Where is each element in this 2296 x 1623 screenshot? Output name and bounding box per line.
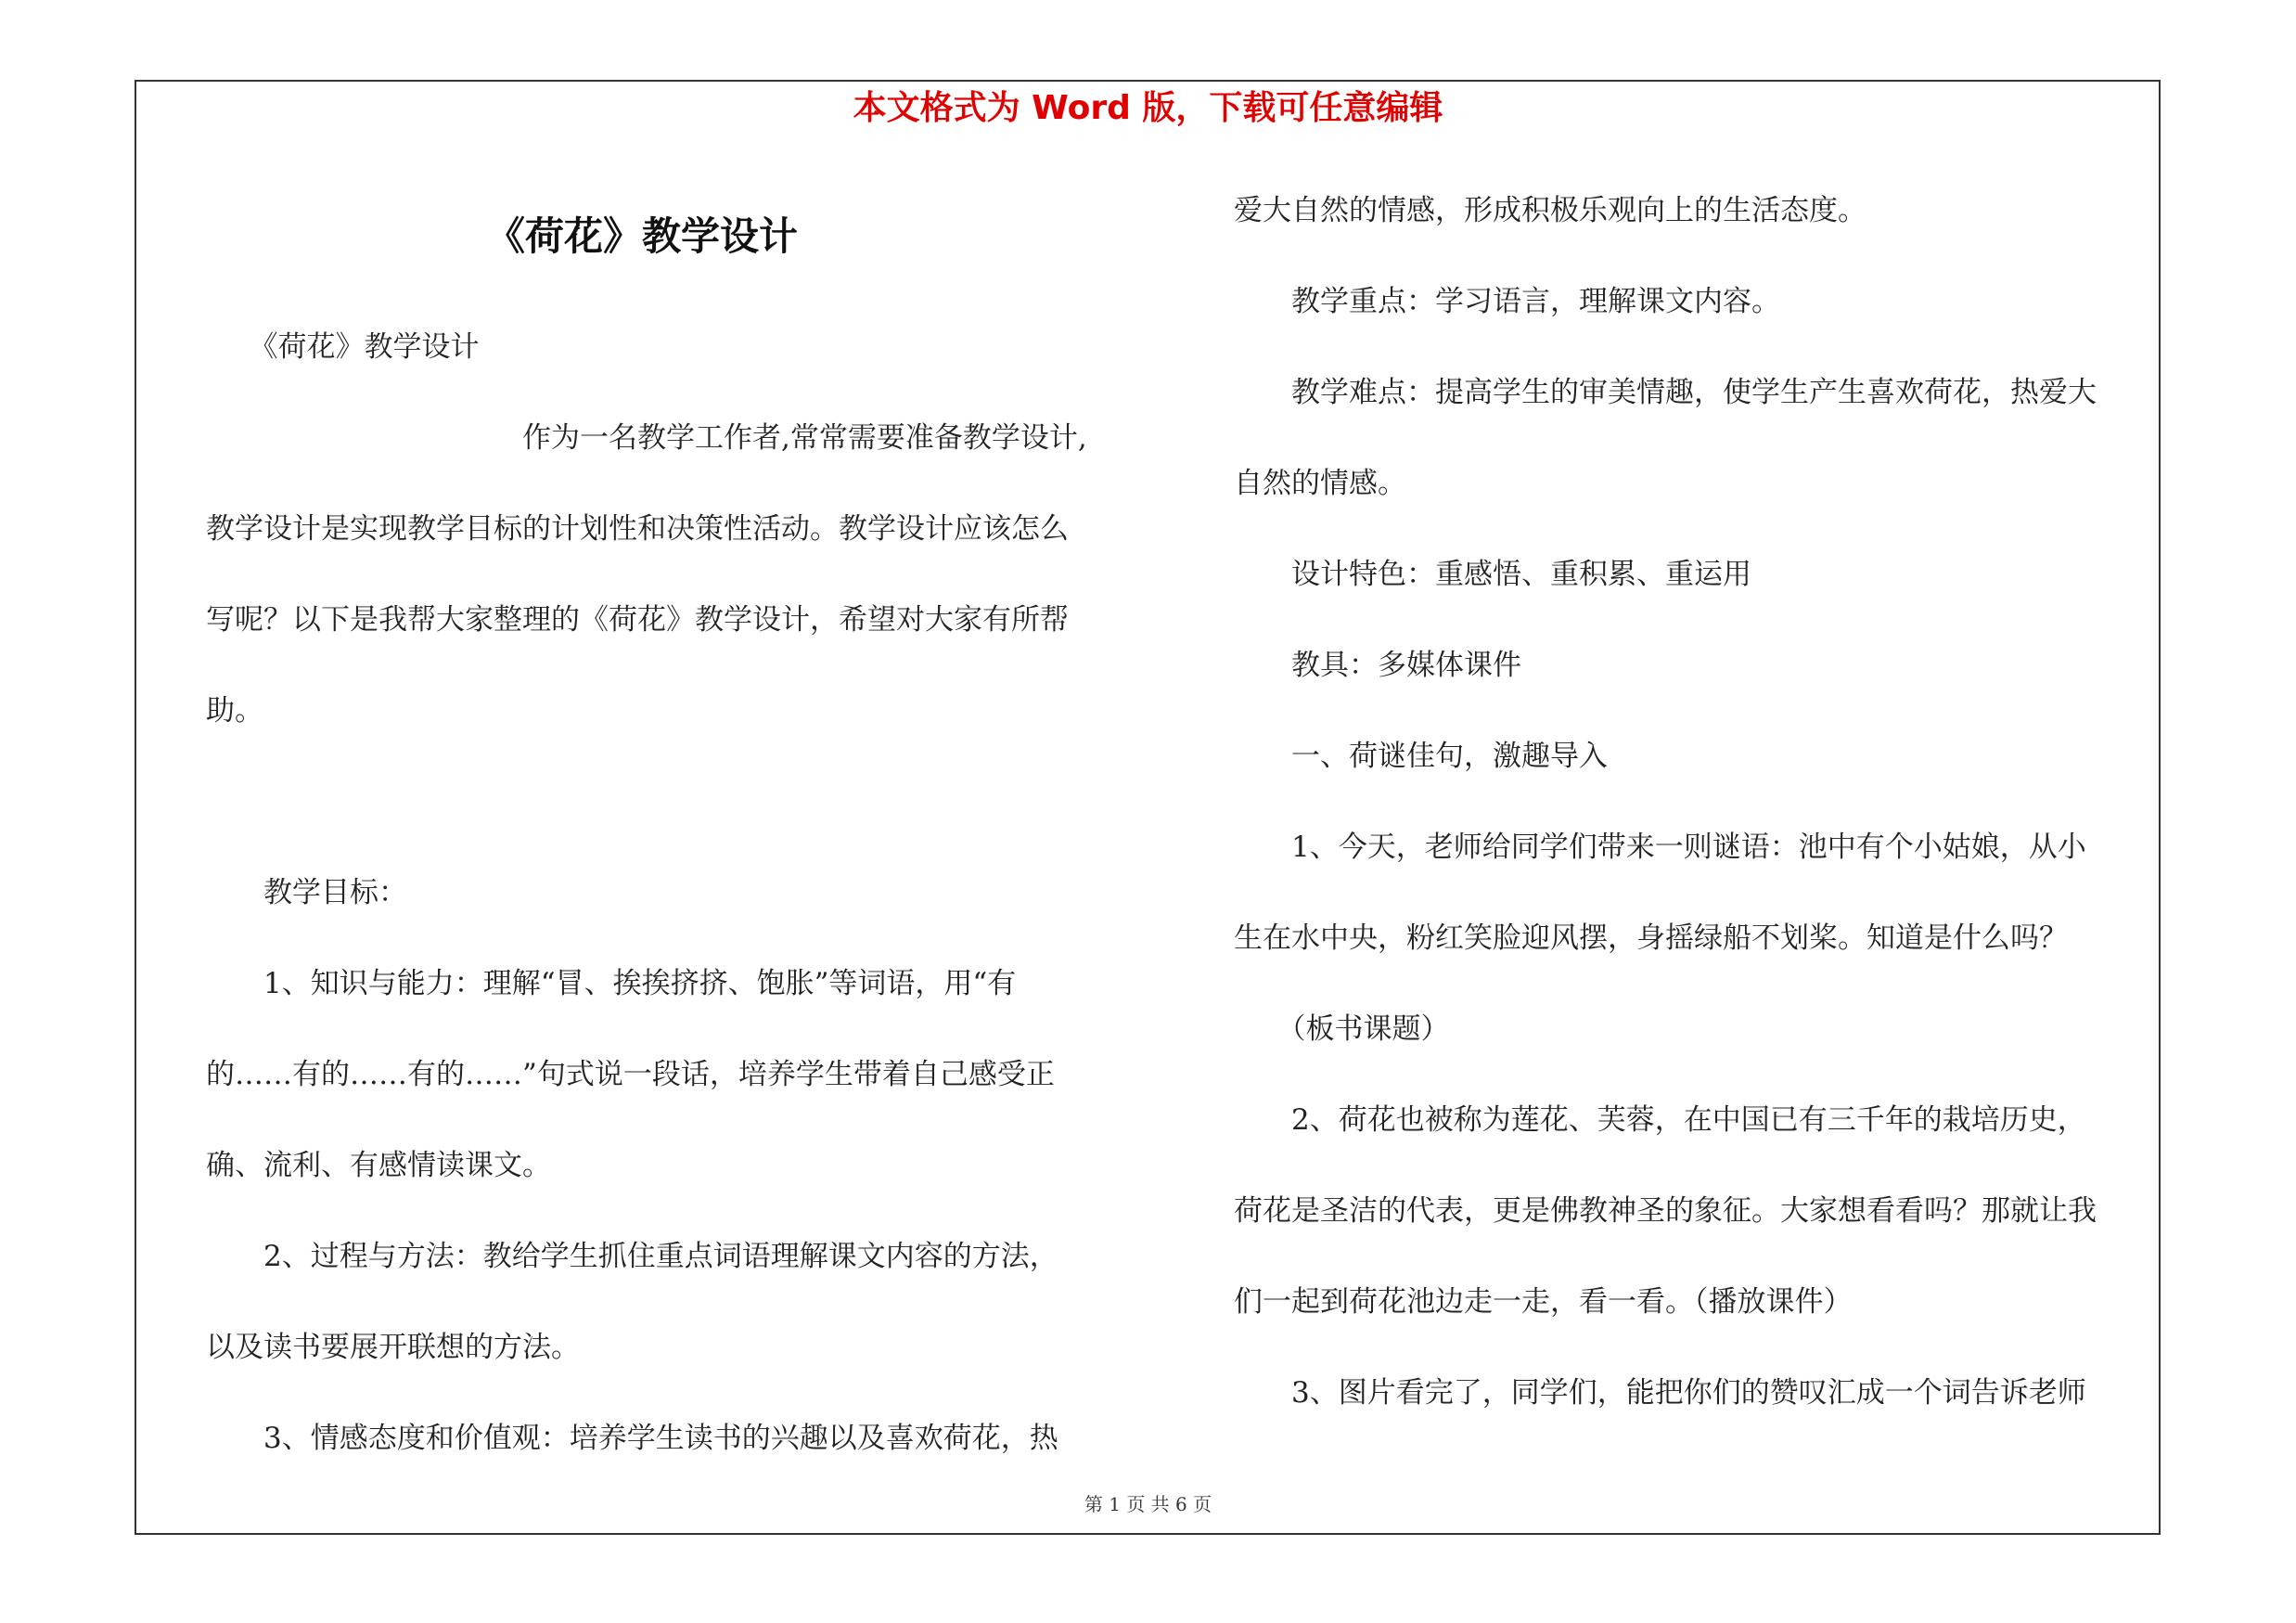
text-line: 爱大自然的情感，形成积极乐观向上的生活态度。	[1234, 194, 1866, 227]
text-line: （板书课题）	[1234, 1012, 1450, 1046]
document-title: 《荷花》教学设计	[485, 213, 798, 259]
text-line: 3、图片看完了，同学们，能把你们的赞叹汇成一个词告诉老师	[1234, 1376, 2086, 1410]
text-line: 的……有的……有的……”句式说一段话，培养学生带着自己感受正	[206, 1058, 1055, 1091]
text-line: 确、流利、有感情读课文。	[206, 1149, 551, 1182]
text-line: 1、今天，老师给同学们带来一则谜语：池中有个小姑娘，从小	[1234, 831, 2086, 864]
text-line: 生在水中央，粉红笑脸迎风摆，身摇绿船不划桨。知道是什么吗？	[1234, 921, 2068, 955]
blank-line	[206, 756, 1124, 847]
text-line: 教学重点：学习语言，理解课文内容。	[1234, 285, 1780, 318]
format-banner: 本文格式为 Word 版，下载可任意编辑	[853, 89, 1443, 127]
text-line: 自然的情感。	[1234, 467, 1406, 500]
text-line: 2、过程与方法：教给学生抓住重点词语理解课文内容的方法，	[206, 1240, 1058, 1273]
text-line: 设计特色：重感悟、重积累、重运用	[1234, 558, 1751, 591]
text-line: 写呢？以下是我帮大家整理的《荷花》教学设计，希望对大家有所帮	[206, 603, 1069, 637]
text-line: 2、荷花也被称为莲花、芙蓉，在中国已有三千年的栽培历史，	[1234, 1103, 2086, 1137]
text-line: 教学目标：	[206, 876, 407, 909]
text-line: 一、荷谜佳句，激趣导入	[1234, 740, 1608, 773]
text-line: 荷花是圣洁的代表，更是佛教神圣的象征。大家想看看吗？那就让我	[1234, 1194, 2097, 1228]
text-line: 教学难点：提高学生的审美情趣，使学生产生喜欢荷花，热爱大	[1234, 376, 2097, 409]
text-line: 们一起到荷花池边走一走，看一看。（播放课件）	[1234, 1285, 1853, 1319]
text-line: 以及读书要展开联想的方法。	[206, 1331, 580, 1364]
page-footer: 第 1 页 共 6 页	[1084, 1493, 1212, 1515]
text-line: 教学设计是实现教学目标的计划性和决策性活动。教学设计应该怎么	[206, 512, 1069, 546]
text-line: 教具：多媒体课件	[1234, 649, 1521, 682]
text-line: 《荷花》教学设计	[206, 330, 480, 364]
right-column	[1234, 165, 2154, 1438]
text-line: 助。	[206, 694, 263, 728]
left-column	[206, 302, 1124, 1484]
text-line: 作为一名教学工作者,常常需要准备教学设计,	[206, 421, 1087, 455]
text-line: 3、情感态度和价值观：培养学生读书的兴趣以及喜欢荷花，热	[206, 1422, 1058, 1455]
text-line: 1、知识与能力：理解“冒、挨挨挤挤、饱胀”等词语，用“有	[206, 967, 1017, 1000]
